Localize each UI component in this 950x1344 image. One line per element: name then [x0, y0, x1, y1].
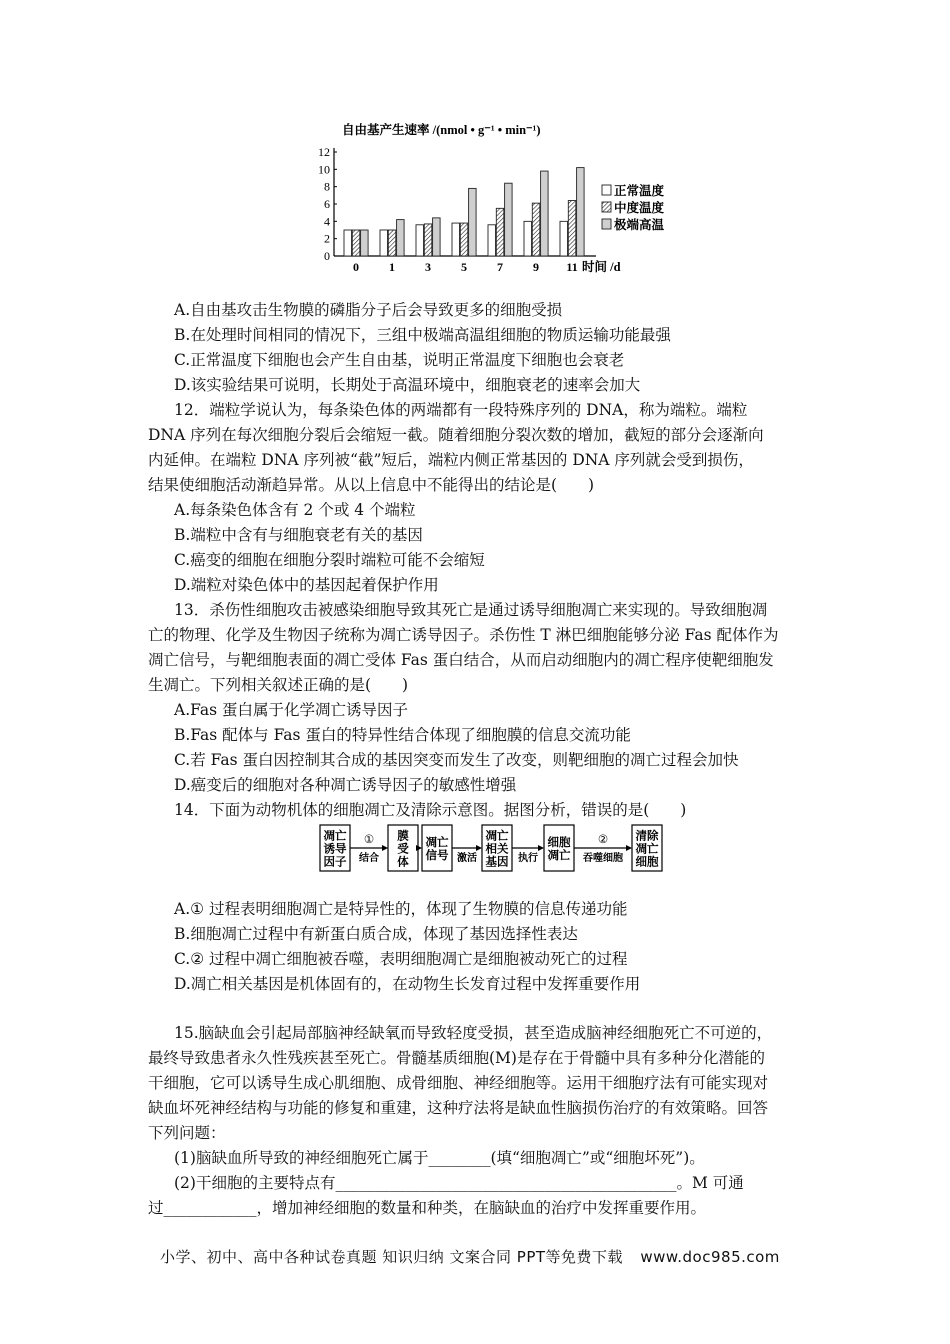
q15-stem-line: 下列问题：: [148, 1124, 226, 1142]
flow-box-label: 受: [397, 843, 409, 856]
q15-stem-line: 缺血坏死神经结构与功能的修复和重建，这种疗法将是缺血性脑损伤治疗的有效策略。回答: [148, 1099, 769, 1117]
legend-label: 正常温度: [614, 184, 665, 198]
bar-中度温度-5: [460, 223, 468, 256]
y-tick-label: 6: [324, 197, 330, 211]
footer-site-link[interactable]: www.doc985.com: [640, 1248, 780, 1266]
y-tick-label: 4: [324, 214, 330, 229]
q13-option-c: C.若 Fas 蛋白因控制其合成的基因突变而发生了改变，则靶细胞的凋亡过程会加快: [174, 751, 739, 769]
flow-box-label: 因子: [323, 856, 347, 869]
bar-极端高温-11: [577, 168, 585, 256]
y-tick-label: 8: [324, 179, 330, 194]
q12-option-b: B.端粒中含有与细胞衰老有关的基因: [174, 526, 423, 544]
flow-box-label: 凋亡: [635, 843, 659, 856]
bar-正常温度-11: [560, 221, 568, 256]
q15-sub-1: (1)脑缺血所导致的神经细胞死亡属于________(填“细胞凋亡”或“细胞坏死”)。: [174, 1149, 705, 1167]
flow-box-label: 诱导: [323, 843, 347, 856]
q11-option-c: C.正常温度下细胞也会产生自由基，说明正常温度下细胞也会衰老: [174, 351, 625, 369]
flow-arrow-label: 吞噬细胞: [583, 853, 623, 864]
flow-box-label: 凋亡: [547, 850, 571, 862]
q13-option-a: A.Fas 蛋白属于化学凋亡诱导因子: [174, 701, 408, 719]
x-tick-label: 7: [497, 260, 504, 274]
q14-option-b: B.细胞凋亡过程中有新蛋白质合成，体现了基因选择性表达: [174, 925, 578, 943]
legend-label: 中度温度: [614, 201, 665, 215]
flow-box-label: 膜: [397, 830, 409, 843]
q15-sub-2: (2)干细胞的主要特点有____________________________________________。M 可通: [174, 1174, 744, 1192]
q11-option-d: D.该实验结果可说明，长期处于高温环境中，细胞衰老的速率会加大: [174, 376, 641, 394]
q14-stem: 14．下面为动物机体的细胞凋亡及清除示意图。据图分析，错误的是( ): [174, 801, 687, 819]
legend-swatch-正常温度: [602, 185, 611, 195]
q13-option-d: D.癌变后的细胞对各种凋亡诱导因子的敏感性增强: [174, 776, 517, 794]
y-tick-label: 12: [318, 145, 330, 159]
x-axis-label: 时间 /d: [582, 260, 621, 274]
flow-box-label: 体: [397, 856, 409, 869]
flow-box-label: 细胞: [547, 837, 571, 849]
chart-body: [318, 145, 665, 274]
q14-option-c: C.② 过程中凋亡细胞被吞噬，表明细胞凋亡是细胞被动死亡的过程: [174, 950, 628, 968]
legend-swatch-极端高温: [602, 219, 611, 229]
flow-box-label: 基因: [485, 856, 509, 869]
bar-极端高温-0: [361, 230, 369, 256]
q12-option-d: D.端粒对染色体中的基因起着保护作用: [174, 576, 439, 594]
bar-极端高温-1: [397, 220, 405, 256]
q12-stem-line: 内延伸。在端粒 DNA 序列被“截”短后，端粒内侧正常基因的 DNA 序列就会受到损伤，: [148, 451, 754, 469]
q13-stem-line: 13．杀伤性细胞攻击被感染细胞导致其死亡是通过诱导细胞凋亡来实现的。导致细胞凋: [174, 601, 768, 619]
legend-swatch-中度温度: [602, 202, 611, 212]
x-tick-label: 5: [461, 260, 468, 274]
footer-text: 小学、初中、高中各种试卷真题 知识归纳 文案合同 PPT等免费下载: [160, 1248, 624, 1266]
bar-极端高温-3: [433, 218, 441, 256]
q15-stem-line: 最终导致患者永久性残疾甚至死亡。骨髓基质细胞(M)是存在于骨髓中具有多种分化潜能的: [148, 1049, 765, 1067]
q12-option-c: C.癌变的细胞在细胞分裂时端粒可能不会缩短: [174, 551, 485, 569]
flow-step-number: ②: [597, 834, 609, 846]
bar-中度温度-7: [496, 208, 504, 256]
footer: [160, 1246, 792, 1267]
x-tick-label: 0: [353, 260, 360, 274]
q14-option-d: D.凋亡相关基因是机体固有的，在动物生长发育过程中发挥重要作用: [174, 975, 641, 993]
q13-stem-line: 亡的物理、化学及生物因子统称为凋亡诱导因子。杀伤性 T 淋巴细胞能够分泌 Fas 配体作为: [148, 626, 779, 644]
flow-arrow-label: 激活: [457, 853, 477, 864]
q12-stem-line: 结果使细胞活动渐趋异常。从以上信息中不能得出的结论是( ): [148, 476, 595, 494]
q13-option-b: B.Fas 配体与 Fas 蛋白的特异性结合体现了细胞膜的信息交流功能: [174, 726, 631, 744]
bar-极端高温-5: [469, 188, 477, 256]
x-tick-label: 9: [533, 260, 540, 274]
flow-box-label: 凋亡: [485, 830, 509, 843]
y-tick-label: 10: [318, 162, 330, 177]
bar-中度温度-1: [388, 230, 396, 256]
flow-box-label: 信号: [425, 850, 449, 862]
q13-stem-line: 生凋亡。下列相关叙述正确的是( ): [148, 676, 409, 694]
q13-stem-line: 凋亡信号，与靶细胞表面的凋亡受体 Fas 蛋白结合，从而启动细胞内的凋亡程序使靶细胞发: [148, 651, 774, 669]
q11-option-a: A.自由基攻击生物膜的磷脂分子后会导致更多的细胞受损: [174, 301, 563, 319]
flow-arrow-label: 结合: [359, 853, 379, 864]
bar-中度温度-0: [352, 230, 360, 256]
y-tick-label: 0: [324, 249, 330, 263]
flow-box-label: 凋亡: [425, 837, 449, 849]
bar-中度温度-11: [568, 201, 576, 256]
x-tick-label: 11: [566, 260, 578, 274]
q11-option-b: B.在处理时间相同的情况下，三组中极端高温组细胞的物质运输功能最强: [174, 326, 671, 344]
apoptosis-flow-diagram: [318, 822, 674, 874]
flow-box-label: 细胞: [635, 856, 659, 869]
bar-正常温度-9: [524, 221, 532, 256]
q12-stem-line: 12．端粒学说认为，每条染色体的两端都有一段特殊序列的 DNA，称为端粒。端粒: [174, 401, 748, 419]
flow-arrowhead: [626, 845, 632, 851]
bar-正常温度-1: [380, 230, 388, 256]
legend-label: 极端高温: [614, 218, 665, 232]
bar-中度温度-3: [424, 224, 432, 256]
flow-arrowhead: [416, 845, 422, 851]
bar-正常温度-3: [416, 225, 424, 256]
y-tick-label: 2: [324, 231, 330, 246]
q15-stem-line: 15.脑缺血会引起局部脑神经缺氧而导致轻度受损，甚至造成脑神经细胞死亡不可逆的，: [174, 1024, 773, 1042]
chart-title: 自由基产生速率 /(nmol • g⁻¹ • min⁻¹): [342, 123, 541, 137]
q15-sub-2-cont: 过____________，增加神经细胞的数量和种类，在脑缺血的治疗中发挥重要作用。: [148, 1199, 707, 1217]
bar-中度温度-9: [532, 203, 540, 256]
bar-正常温度-0: [344, 230, 352, 256]
bar-正常温度-5: [452, 223, 460, 256]
flow-box-label: 清除: [635, 830, 659, 843]
bar-正常温度-7: [488, 225, 496, 256]
x-tick-label: 1: [389, 260, 396, 274]
flow-box-label: 凋亡: [323, 830, 347, 843]
bar-极端高温-9: [541, 171, 549, 256]
flow-box-label: 相关: [485, 843, 509, 856]
x-tick-label: 3: [425, 260, 432, 274]
q14-option-a: A.① 过程表明细胞凋亡是特异性的，体现了生物膜的信息传递功能: [174, 900, 628, 918]
q15-stem-line: 干细胞，它可以诱导生成心肌细胞、成骨细胞、神经细胞等。运用干细胞疗法有可能实现对: [148, 1074, 769, 1092]
flow-step-number: ①: [363, 834, 375, 846]
flow-arrowhead: [382, 845, 388, 851]
q12-stem-line: DNA 序列在每次细胞分裂后会缩短一截。随着细胞分裂次数的增加，截短的部分会逐渐向: [148, 426, 764, 444]
q12-option-a: A.每条染色体含有 2 个或 4 个端粒: [174, 501, 416, 519]
flow-arrowhead: [476, 845, 482, 851]
flow-arrow-label: 执行: [518, 853, 538, 864]
free-radical-bar-chart: [310, 118, 690, 288]
bar-极端高温-7: [505, 183, 512, 256]
flow-arrowhead: [538, 845, 544, 851]
